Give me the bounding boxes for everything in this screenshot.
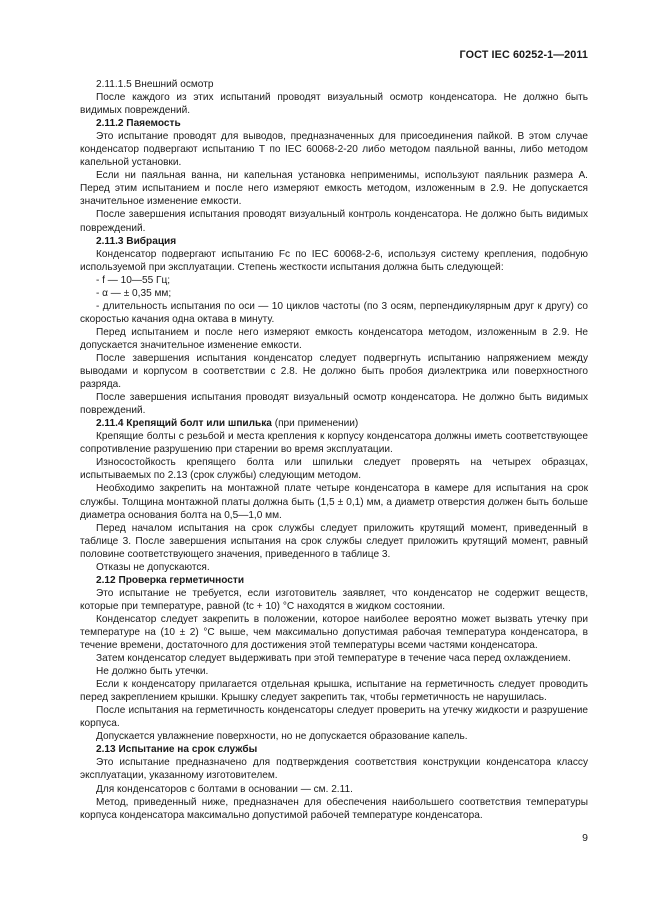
paragraph: Это испытание не требуется, если изготовитель заявляет, что конденсатор не содержит веществ, которые при температуре, равной (tc + 10) °С находятся в жидком состоянии. (80, 587, 588, 612)
paragraph: Это испытание проводят для выводов, предназначенных для присоединения пайкой. В этом случае конденсатор подвергают испытанию Т по IEC 60068-2-20 либо методом паяльной ванны, либо методом капельной установки. (80, 131, 588, 169)
paragraph: Необходимо закрепить на монтажной плате четыре конденсатора в камере для испытания на срок службы. Толщина монтажной платы должна быть (1,5 ± 0,1) мм, а диаметр отверстия должен быть больше диаметра основания болта на 0,5—1,0 мм. (80, 483, 588, 521)
paragraph: Это испытание предназначено для подтверждения соответствия конструкции конденсатора классу эксплуатации, указанному изготовителем. (80, 757, 588, 782)
page-number: 9 (582, 832, 588, 844)
document-id-header: ГОСТ IEC 60252-1—2011 (459, 49, 588, 61)
paragraph: Отказы не допускаются. (96, 561, 210, 573)
paragraph: Если ни паяльная ванна, ни капельная установка неприменимы, используют паяльник размера А. Перед этим испытанием и после него измеряют емкость методом, изложенным в 2.9. Не допускается значительное изменение емкости. (80, 170, 588, 208)
paragraph: Перед началом испытания на срок службы следует приложить крутящий момент, приведенный в таблице 3. После завершения испытания на срок службы следует приложить крутящий момент, равный половине соответствующего значения, приведенного в таблице 3. (80, 522, 588, 560)
paragraph: После завершения испытания проводят визуальный контроль конденсатора. Не должно быть видимых повреждений. (80, 209, 588, 234)
section-heading: 2.13 Испытание на срок службы (96, 744, 258, 756)
section-heading-title: 2.11.4 Крепящий болт или шпилька (96, 418, 272, 430)
section-heading-note: (при применении) (274, 418, 359, 430)
list-item: - f — 10—55 Гц; (96, 274, 171, 286)
subclause-heading: 2.11.1.5 Внешний осмотр (96, 79, 214, 90)
paragraph: После каждого из этих испытаний проводят визуальный осмотр конденсатора. Не должно быть видимых повреждений. (80, 92, 588, 117)
paragraph: После испытания на герметичность конденсаторы следует проверить на утечку жидкости и разрушение корпуса. (80, 705, 588, 730)
paragraph: Конденсатор следует закрепить в положении, которое наиболее вероятно может вызвать утечку при температуре на (10 ± 2) °С выше, чем максимально допустимая рабочая температура конденсатора, в течение времени, достаточного для достижения этой температуры всеми частями конденсатора. (80, 613, 588, 652)
paragraph: Износостойкость крепящего болта или шпильки следует проверять на четырех образцах, испытываемых по 2.13 (срок службы) следующим методом. (80, 457, 588, 482)
paragraph: Если к конденсатору прилагается отдельная крышка, испытание на герметичность следует проводить перед закреплением крышки. Крышку следует закрепить так, чтобы герметичность не нарушилась. (80, 679, 588, 704)
section-heading (80, 417, 588, 430)
paragraph: После завершения испытания проводят визуальный осмотр конденсатора. Не должно быть видимых повреждений. (80, 392, 588, 417)
paragraph: Перед испытанием и после него измеряют емкость конденсатора методом, изложенным в 2.9. Не допускается значительное изменение емкости. (80, 326, 588, 351)
paragraph: Метод, приведенный ниже, предназначен для обеспечения наибольшего соответствия температуры корпуса конденсатора максимально допустимой рабочей температуре конденсатора. (80, 796, 588, 821)
paragraph: Допускается увлажнение поверхности, но не допускается образование капель. (96, 731, 468, 743)
section-heading: 2.11.2 Паяемость (96, 118, 181, 130)
list-item: - α — ± 0,35 мм; (96, 287, 172, 299)
paragraph: Для конденсаторов с болтами в основании — см. 2.11. (96, 783, 353, 795)
paragraph: Конденсатор подвергают испытанию Fc по IEC 60068-2-6, используя систему крепления, подобную используемой при эксплуатации. Степень жесткости испытания должна быть следующей: (80, 248, 588, 273)
section-heading: 2.12 Проверка герметичности (96, 574, 245, 586)
paragraph: Не должно быть утечки. (96, 666, 209, 678)
paragraph: Крепящие болты с резьбой и места крепления к корпусу конденсатора должны иметь соответствующее сопротивление разрушению при старении во время эксплуатации. (80, 431, 588, 456)
list-item: - длительность испытания по оси — 10 циклов частоты (по 3 осям, перпендикулярным друг к другу) со скоростью качания одна октава в минуту. (80, 300, 588, 325)
paragraph: Затем конденсатор следует выдерживать при этой температуре в течение часа перед охлаждением. (96, 653, 571, 665)
section-heading: 2.11.3 Вибрация (96, 235, 177, 247)
document-body (80, 78, 588, 822)
paragraph: После завершения испытания конденсатор следует подвергнуть испытанию напряжением между выводами и корпусом в соответствии с 2.8. Не должно быть пробоя диэлектрика или поверхностного разряда. (80, 352, 588, 391)
